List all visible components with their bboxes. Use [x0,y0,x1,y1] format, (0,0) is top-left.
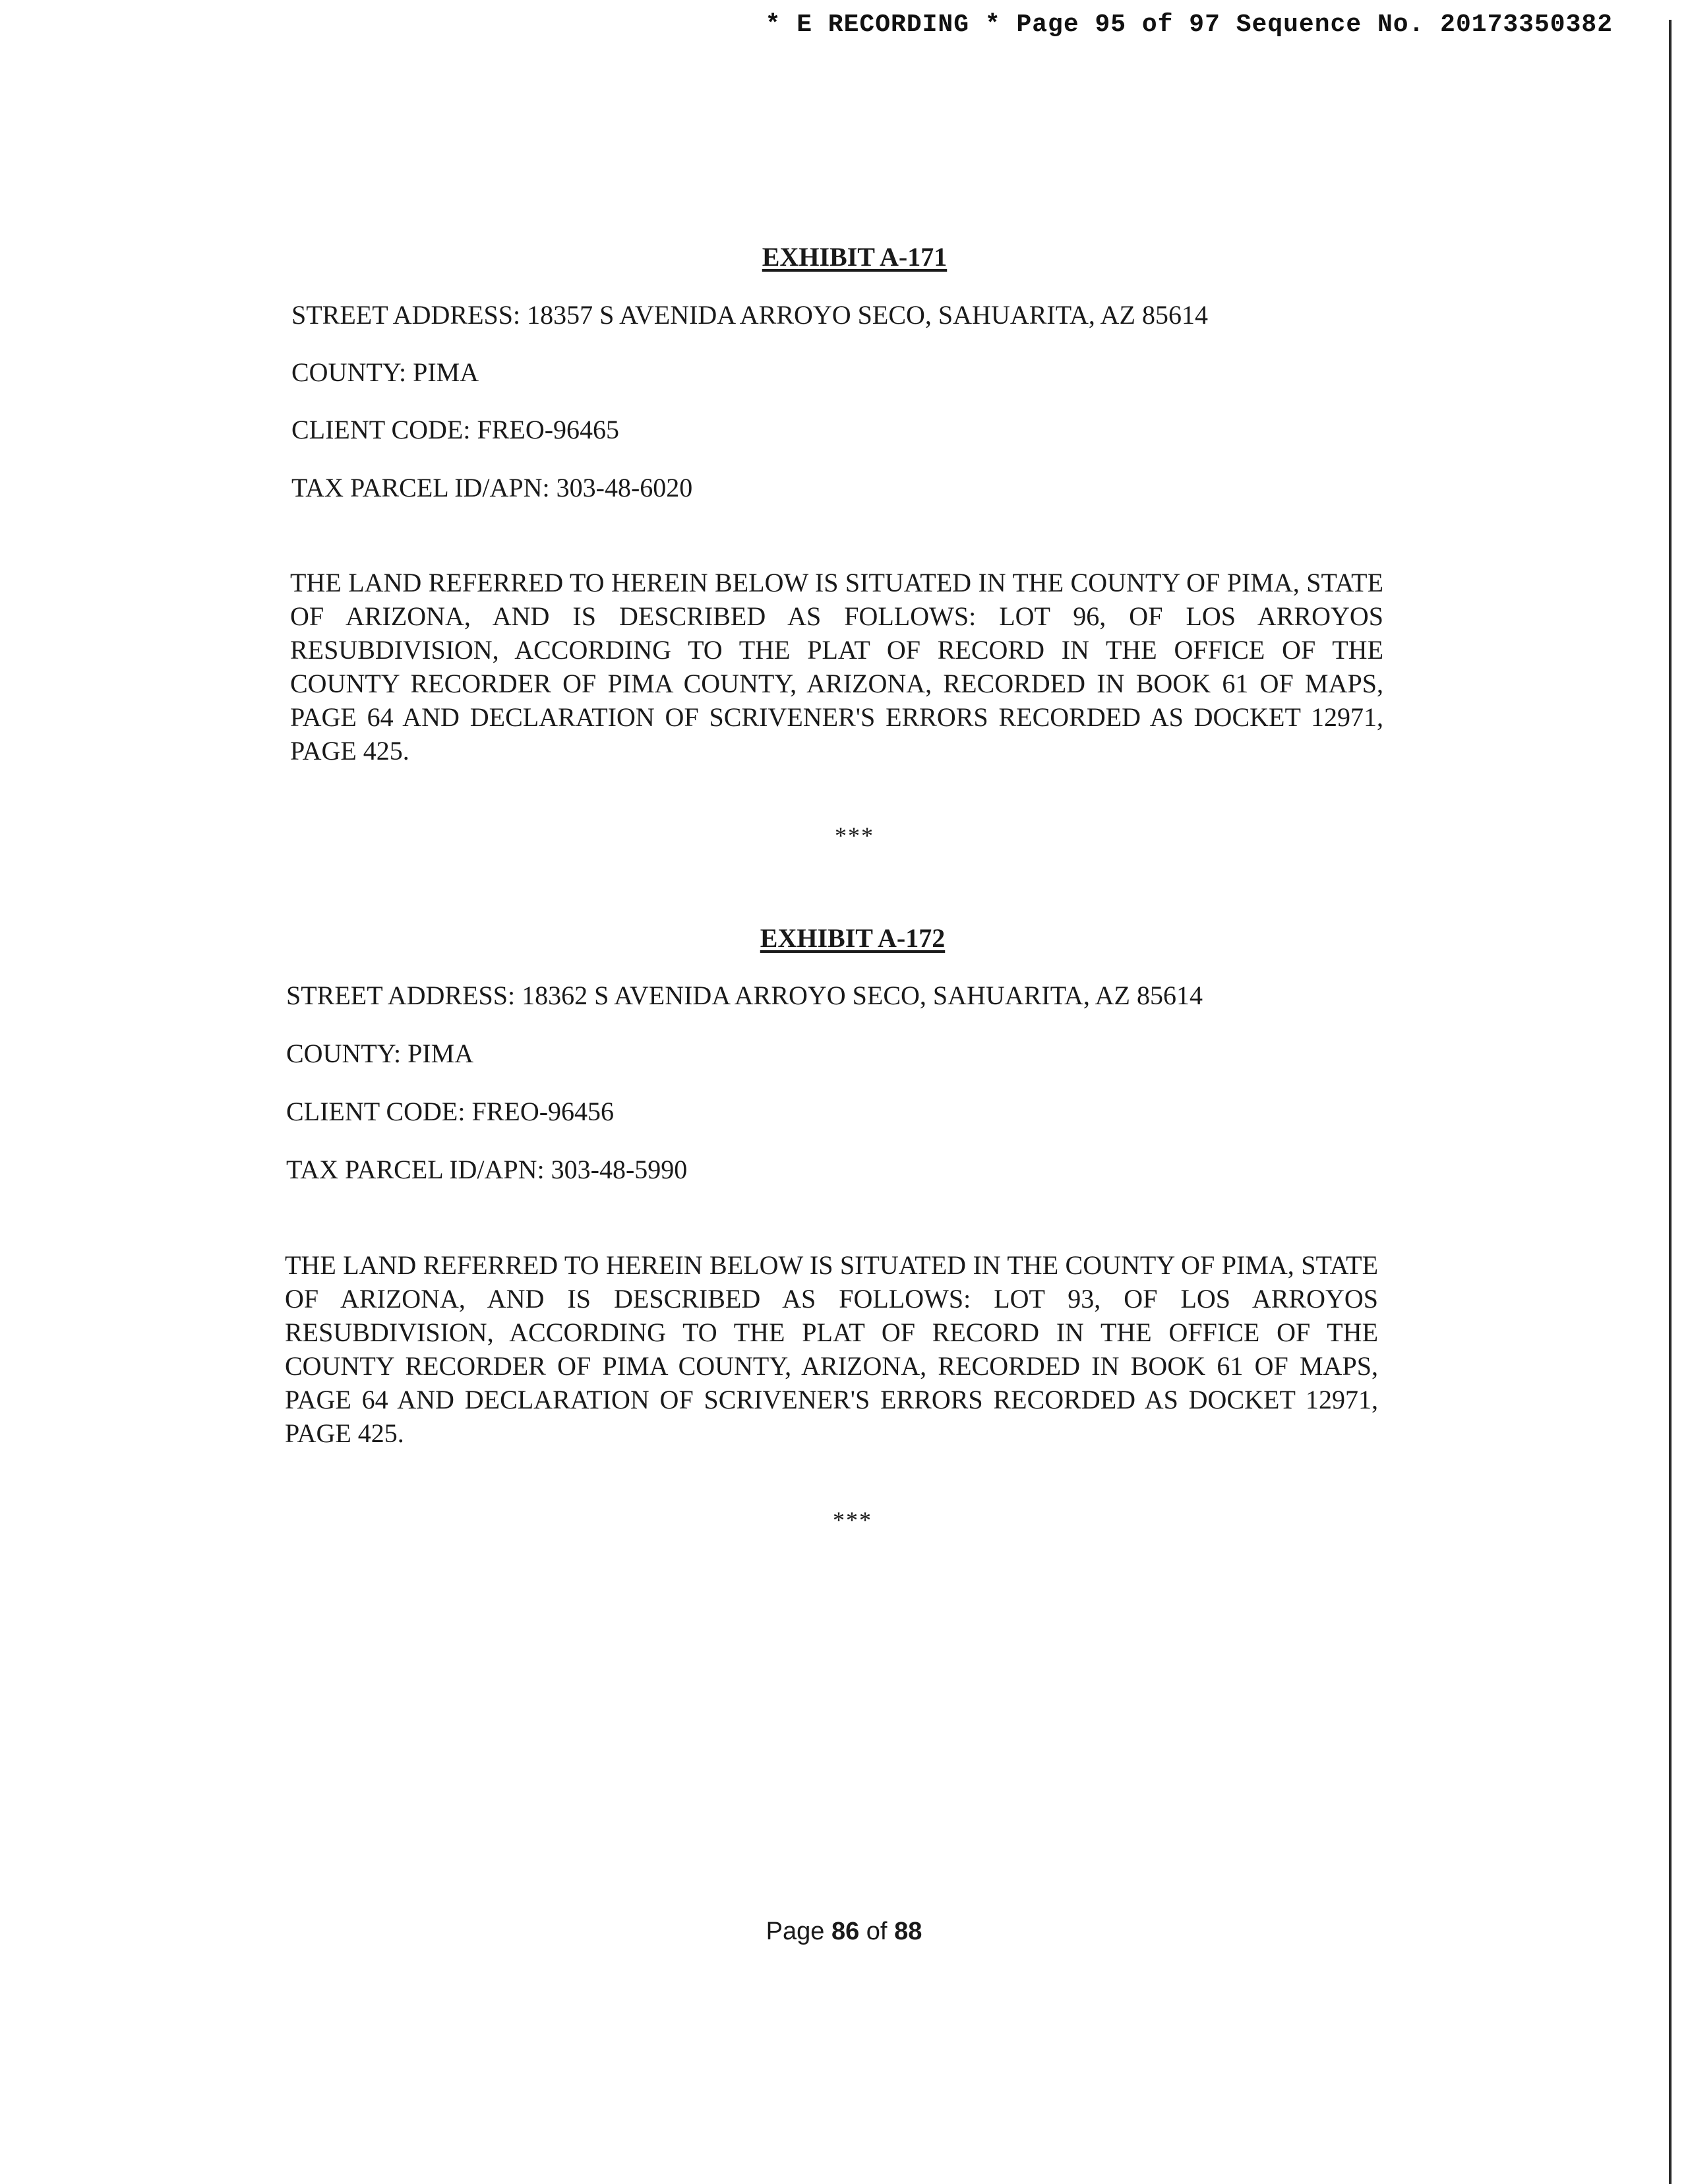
footer-page-total: 88 [894,1918,922,1945]
exhibit-title: EXHIBIT A-172 [760,923,946,953]
footer-of-word: of [866,1918,888,1945]
client-code: CLIENT CODE: FREO-96456 [286,1097,615,1126]
legal-description: THE LAND REFERRED TO HEREIN BELOW IS SITUATED IN THE COUNTY OF PIMA, STATE OF ARIZONA, AND IS DESCRIBED AS FOLLOWS: LOT 93, OF LOS ARROYOS RESUBDIVISION, ACCORDING TO THE PLAT OF RECORD IN THE OFFICE OF THE COUNTY RECORDER OF PIMA COUNTY, ARIZONA, RECORDED IN BOOK 61 OF MAPS, PAGE 64 AND DECLARATION OF SCRIVENER'S ERRORS RECORDED AS DOCKET 12971, PAGE 425. [285,1250,1378,1448]
tax-parcel-id: TAX PARCEL ID/APN: 303-48-6020 [291,473,693,502]
county: COUNTY: PIMA [286,1039,474,1068]
exhibit-title: EXHIBIT A-171 [762,242,948,272]
recording-header: * E RECORDING * Page 95 of 97 Sequence No. 20173350382 [765,11,1613,39]
page-footer [0,1918,1688,1946]
scan-edge-line [1669,20,1672,2184]
street-address: STREET ADDRESS: 18362 S AVENIDA ARROYO SECO, SAHUARITA, AZ 85614 [286,981,1203,1010]
county: COUNTY: PIMA [291,357,479,387]
section-separator: *** [835,822,874,849]
legal-description: THE LAND REFERRED TO HEREIN BELOW IS SITUATED IN THE COUNTY OF PIMA, STATE OF ARIZONA, AND IS DESCRIBED AS FOLLOWS: LOT 96, OF LOS ARROYOS RESUBDIVISION, ACCORDING TO THE PLAT OF RECORD IN THE OFFICE OF THE COUNTY RECORDER OF PIMA COUNTY, ARIZONA, RECORDED IN BOOK 61 OF MAPS, PAGE 64 AND DECLARATION OF SCRIVENER'S ERRORS RECORDED AS DOCKET 12971, PAGE 425. [290,568,1383,766]
tax-parcel-id: TAX PARCEL ID/APN: 303-48-5990 [286,1155,688,1184]
footer-page-number: 86 [831,1918,860,1945]
street-address: STREET ADDRESS: 18357 S AVENIDA ARROYO SECO, SAHUARITA, AZ 85614 [291,300,1208,330]
section-separator: *** [833,1507,872,1533]
footer-page-word: Page [766,1918,825,1945]
client-code: CLIENT CODE: FREO-96465 [291,415,620,444]
